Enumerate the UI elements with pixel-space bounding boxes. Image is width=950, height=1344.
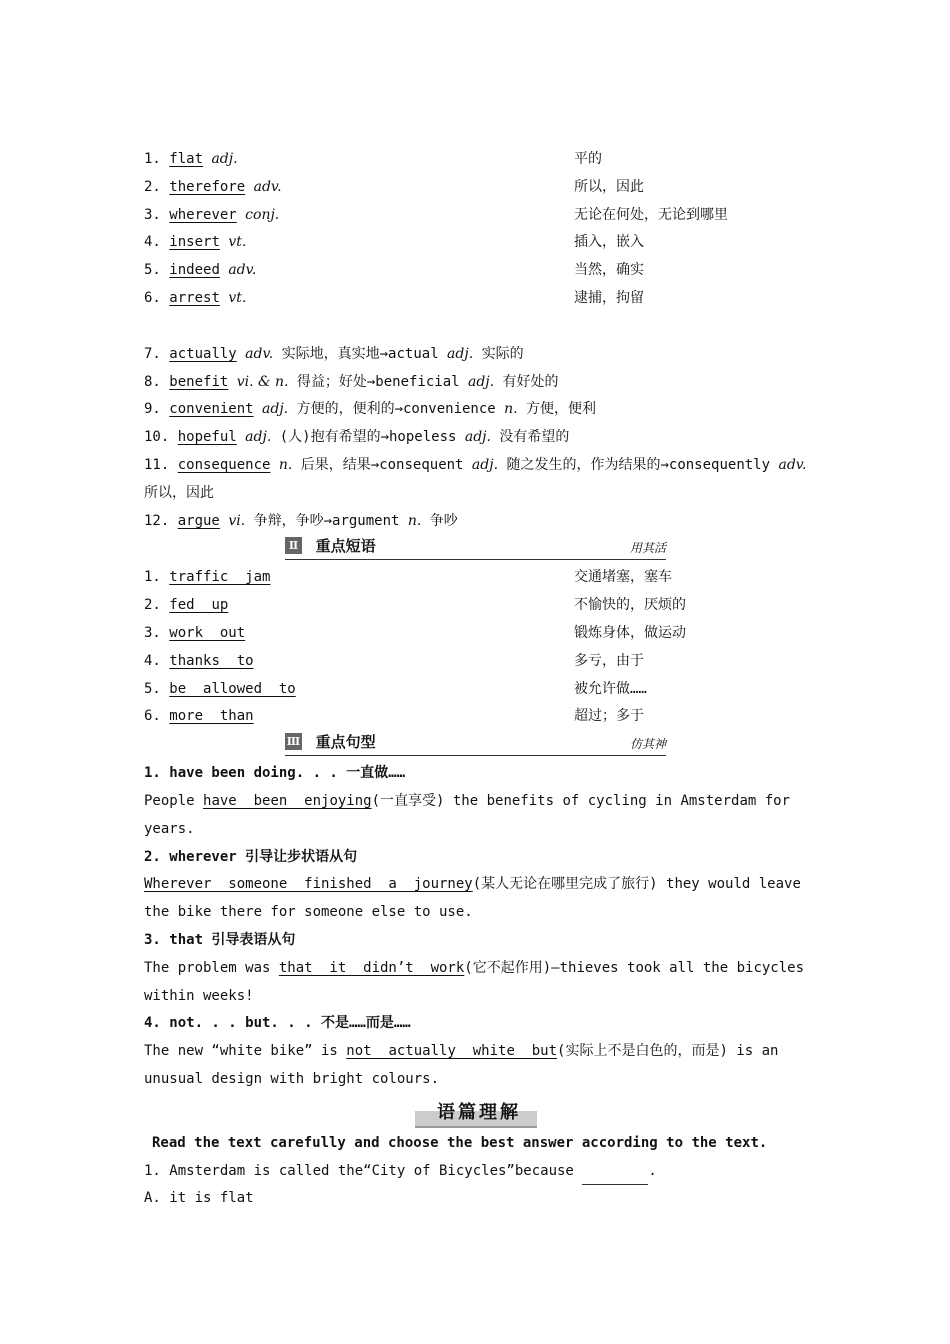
vocab-item xyxy=(144,174,808,202)
phrase-text: traffic jam xyxy=(169,569,271,586)
spacer xyxy=(237,346,245,362)
sentence-end: (实际上不是白色的，而是) is an unusual design with bright colours. xyxy=(144,1043,779,1087)
meaning: 得益；好处→beneficial xyxy=(288,373,468,390)
phrase-text: be allowed to xyxy=(169,680,296,697)
pattern-heading: 1. have been doing. . . 一直做…… xyxy=(144,765,406,782)
chinese-meaning: 锻炼身体，做运动 xyxy=(574,624,686,641)
vocab-item xyxy=(144,341,808,369)
vocab-item xyxy=(144,202,808,230)
item-number: 3. xyxy=(144,206,170,223)
spacer xyxy=(270,457,278,473)
vocab-word: hopeful xyxy=(177,429,237,446)
answer-blank[interactable] xyxy=(582,1170,648,1185)
chinese-meaning: 无论在何处，无论到哪里 xyxy=(574,206,728,223)
vocab-word: flat xyxy=(169,151,204,167)
section-header-phrases xyxy=(285,535,666,560)
meaning: (人)抱有希望的→hopeless xyxy=(271,429,465,446)
meaning: 方便的，便利的→convenience xyxy=(288,401,505,418)
part-of-speech: adv. xyxy=(245,345,274,362)
meaning: 所以，因此 xyxy=(144,484,214,501)
meaning: 有好处的 xyxy=(494,373,559,390)
vocab-word: benefit xyxy=(169,373,229,390)
item-number: 1. xyxy=(144,151,170,167)
chinese-meaning: 所以，因此 xyxy=(574,178,644,195)
vocab-item xyxy=(144,229,808,257)
sentence-key: not actually white but xyxy=(346,1043,558,1060)
example-sentence xyxy=(144,871,808,927)
sentence-key: that it didn’t work xyxy=(278,959,465,976)
vocab-item xyxy=(144,369,808,397)
part-of-speech: vt. xyxy=(228,234,247,251)
sentence-start: The new “white bike” is xyxy=(144,1043,347,1060)
item-number: 4. xyxy=(144,652,170,669)
part-of-speech: vi. & n. xyxy=(236,373,289,390)
part-of-speech: vi. xyxy=(228,512,246,529)
item-number: 10. xyxy=(144,429,178,446)
item-number: 4. xyxy=(144,234,170,251)
chinese-meaning: 被允许做…… xyxy=(574,680,647,697)
meaning: 方便，便利 xyxy=(517,401,597,418)
vocab-word: indeed xyxy=(169,262,220,279)
section-title: 重点句型 xyxy=(315,733,376,752)
part-of-speech: adj. xyxy=(262,401,289,418)
pattern-heading: 3. that 引导表语从句 xyxy=(144,931,296,948)
spacer xyxy=(237,429,245,445)
vocab-word: argue xyxy=(177,512,220,529)
item-number: 6. xyxy=(144,289,170,306)
phrase-item xyxy=(144,564,808,592)
task-instruction: Read the text carefully and choose the best answer according to the text. xyxy=(152,1134,768,1151)
item-number: 7. xyxy=(144,345,170,362)
item-number: 2. xyxy=(144,178,170,195)
part-of-speech: adj. xyxy=(471,456,499,473)
sentence-end: (它不起作用)—thieves took all the bicycles within weeks! xyxy=(144,959,805,1004)
phrase-item xyxy=(144,620,808,648)
vocab-item xyxy=(144,396,808,424)
section-number: Ⅱ xyxy=(285,537,302,554)
question-text: 1. Amsterdam is called the“City of Bicycles”because xyxy=(144,1162,574,1179)
vocab-item xyxy=(144,452,808,508)
sentence-key: have been enjoying xyxy=(203,792,372,809)
meaning: 争吵 xyxy=(421,512,458,529)
vocab-item xyxy=(144,285,808,313)
chinese-meaning: 当然，确实 xyxy=(574,262,644,279)
vocab-item xyxy=(144,424,808,452)
example-sentence xyxy=(144,1038,808,1094)
reading-banner xyxy=(144,1096,808,1130)
vocab-item xyxy=(144,146,808,174)
meaning: 随之发生的，作为结果的→consequently xyxy=(498,456,779,473)
phrase-item xyxy=(144,676,808,704)
phrase-list xyxy=(144,564,808,731)
vocab-item xyxy=(144,257,808,285)
item-number: 3. xyxy=(144,624,170,641)
item-number: 11. xyxy=(144,456,178,473)
pattern-heading: 2. wherever 引导让步状语从句 xyxy=(144,848,358,865)
option-a: A. it is flat xyxy=(144,1190,254,1207)
section-title: 重点短语 xyxy=(315,537,376,556)
phrase-text: fed up xyxy=(169,597,229,614)
banner-title: 语篇理解 xyxy=(415,1096,537,1128)
spacer xyxy=(254,401,262,417)
chinese-meaning: 多亏，由于 xyxy=(574,652,644,669)
meaning: 实际的 xyxy=(473,345,524,362)
vocab-word: wherever xyxy=(169,206,237,223)
item-number: 6. xyxy=(144,708,170,725)
item-number: 2. xyxy=(144,597,170,614)
meaning: 实际地，真实地→actual xyxy=(273,345,448,362)
meaning: 争辩，争吵→argument xyxy=(245,512,408,529)
chinese-meaning: 插入，嵌入 xyxy=(574,234,644,251)
phrase-text: work out xyxy=(169,624,246,641)
phrase-text: more than xyxy=(169,708,254,725)
vocab-word: actually xyxy=(169,345,237,362)
section-number: Ⅲ xyxy=(286,735,301,749)
item-number: 1. xyxy=(144,569,170,586)
meaning: 没有希望的 xyxy=(490,429,570,446)
part-of-speech: adj. xyxy=(447,345,474,362)
vocab-word: insert xyxy=(169,234,220,251)
chinese-meaning: 超过；多于 xyxy=(574,708,644,725)
part-of-speech: adj. xyxy=(468,373,495,390)
sentence-key: Wherever someone finished a journey xyxy=(144,876,473,893)
vocab-word: arrest xyxy=(169,289,220,306)
sentence-start: People xyxy=(144,792,204,809)
question-end: . xyxy=(648,1162,657,1179)
sentence-end: (一直享受) the benefits of cycling in Amsterdam for years. xyxy=(144,792,791,837)
part-of-speech: adv. xyxy=(228,262,257,279)
item-number: 5. xyxy=(144,680,170,697)
chinese-meaning: 逮捕，拘留 xyxy=(574,289,644,306)
item-number: 9. xyxy=(144,401,170,418)
item-number: 8. xyxy=(144,373,170,390)
example-sentence xyxy=(144,955,808,1011)
item-number: 12. xyxy=(144,512,178,529)
sentence-pattern-list xyxy=(144,760,808,1094)
meaning: 后果，结果→consequent xyxy=(292,456,472,473)
chinese-meaning: 平的 xyxy=(574,151,602,167)
spacer xyxy=(237,207,245,223)
pattern-heading: 4. not. . . but. . . 不是……而是…… xyxy=(144,1015,411,1032)
vocab-list-derived xyxy=(144,341,808,536)
part-of-speech: adj. xyxy=(245,429,272,446)
spacer xyxy=(245,179,253,195)
part-of-speech: n. xyxy=(278,456,293,473)
vocab-word: convenient xyxy=(169,401,254,418)
vocab-word: therefore xyxy=(169,178,246,195)
section-tag: 仿其神 xyxy=(629,737,666,752)
phrase-item xyxy=(144,648,808,676)
item-number: 5. xyxy=(144,262,170,279)
worksheet-page xyxy=(144,146,808,1213)
spacer xyxy=(228,374,236,390)
part-of-speech: conj. xyxy=(245,206,280,223)
sentence-start: The problem was xyxy=(144,959,279,976)
phrase-item xyxy=(144,703,808,731)
phrase-item xyxy=(144,592,808,620)
section-tag: 用其活 xyxy=(629,541,666,556)
chinese-meaning: 不愉快的，厌烦的 xyxy=(574,597,686,614)
chinese-meaning: 交通堵塞，塞车 xyxy=(574,569,672,586)
phrase-text: thanks to xyxy=(169,652,254,669)
part-of-speech: adv. xyxy=(253,178,282,195)
sentence-end: (某人无论在哪里完成了旅行) they would leave the bike there for someone else to use. xyxy=(144,876,801,921)
part-of-speech: n. xyxy=(504,401,518,418)
vocab-item xyxy=(144,508,808,536)
part-of-speech: adv. xyxy=(778,456,807,473)
question-1 xyxy=(144,1158,808,1186)
vocab-list-basic xyxy=(144,146,808,313)
section-header-sentences xyxy=(285,731,666,756)
part-of-speech: n. xyxy=(407,512,422,529)
vocab-word: consequence xyxy=(177,456,271,473)
part-of-speech: adj. xyxy=(464,429,491,446)
part-of-speech: vt. xyxy=(228,289,247,306)
part-of-speech: adj. xyxy=(211,151,238,167)
example-sentence xyxy=(144,788,808,844)
